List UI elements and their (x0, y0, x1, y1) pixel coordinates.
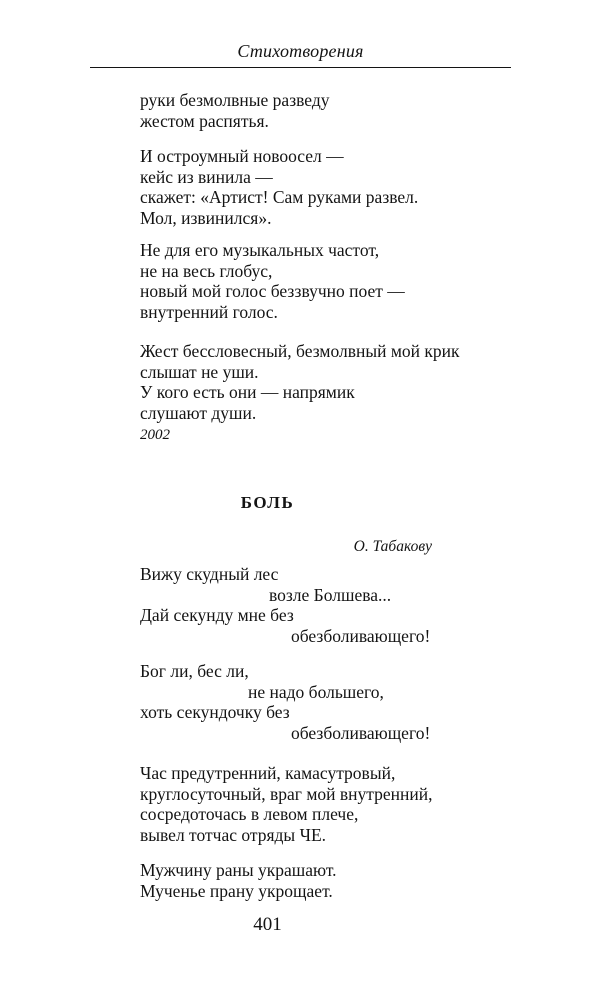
page-number: 401 (253, 914, 282, 935)
poem-line: Не для его музыкальных частот, (140, 240, 380, 260)
poem-line: Мученье прану укрощает. (140, 880, 333, 901)
poem-line: слушают души. (140, 402, 257, 423)
poem-line: не на весь глобус, (140, 260, 273, 281)
poem-line: Жест бессловесный, безмолвный мой крик (140, 341, 460, 361)
poem-line: Вижу скудный лес (140, 564, 279, 584)
poem-line: новый мой голос беззвучно поет — (140, 281, 405, 301)
running-head: Стихотворения (237, 41, 364, 61)
poem-line: обезболивающего! (291, 625, 431, 646)
poem-line: жестом распятья. (140, 110, 269, 131)
poem2-stanza-1 (140, 564, 470, 646)
poem-line: вывел тотчас отряды ЧЕ. (140, 824, 327, 845)
poem-dedication: О. Табакову (353, 538, 432, 555)
poem2-stanza-2 (140, 661, 470, 743)
poem-line: руки безмолвные разведу (140, 90, 330, 110)
poem1-stanza-1 (140, 90, 470, 131)
poem-line: Час предутренний, камасутровый, (140, 763, 396, 783)
poem-line: У кого есть они — напрямик (140, 382, 355, 402)
poem-line: Дай секунду мне без (140, 605, 294, 625)
poem-line: Мужчину раны украшают. (140, 860, 337, 880)
poem-line: И остроумный новоосел — (140, 146, 344, 166)
poem-line: не надо большего, (248, 681, 384, 702)
poem2-stanza-4 (140, 860, 470, 901)
poem-line: Бог ли, бес ли, (140, 661, 249, 681)
poem2-stanza-3 (140, 763, 470, 845)
page-header (90, 40, 511, 62)
header-rule (90, 67, 511, 68)
poem1-stanza-3 (140, 240, 470, 322)
poem-line: обезболивающего! (291, 722, 431, 743)
poem1-stanza-4 (140, 341, 470, 423)
poem-line: сосредоточась в левом плече, (140, 804, 359, 824)
poem-line: круглосуточный, враг мой внутренний, (140, 783, 433, 804)
poem-line: кейс из винила — (140, 166, 273, 187)
poem-line: Мол, извинился». (140, 207, 272, 228)
poem-line: внутренний голос. (140, 301, 278, 322)
poem-line: хоть секундочку без (140, 702, 290, 722)
poem-year: 2002 (140, 427, 170, 443)
poem1-stanza-2 (140, 146, 470, 228)
poem-line: возле Болшева... (269, 584, 392, 605)
poem-title: БОЛЬ (240, 493, 295, 512)
poem-line: скажет: «Артист! Сам руками развел. (140, 187, 419, 207)
poem-line: слышат не уши. (140, 361, 259, 382)
